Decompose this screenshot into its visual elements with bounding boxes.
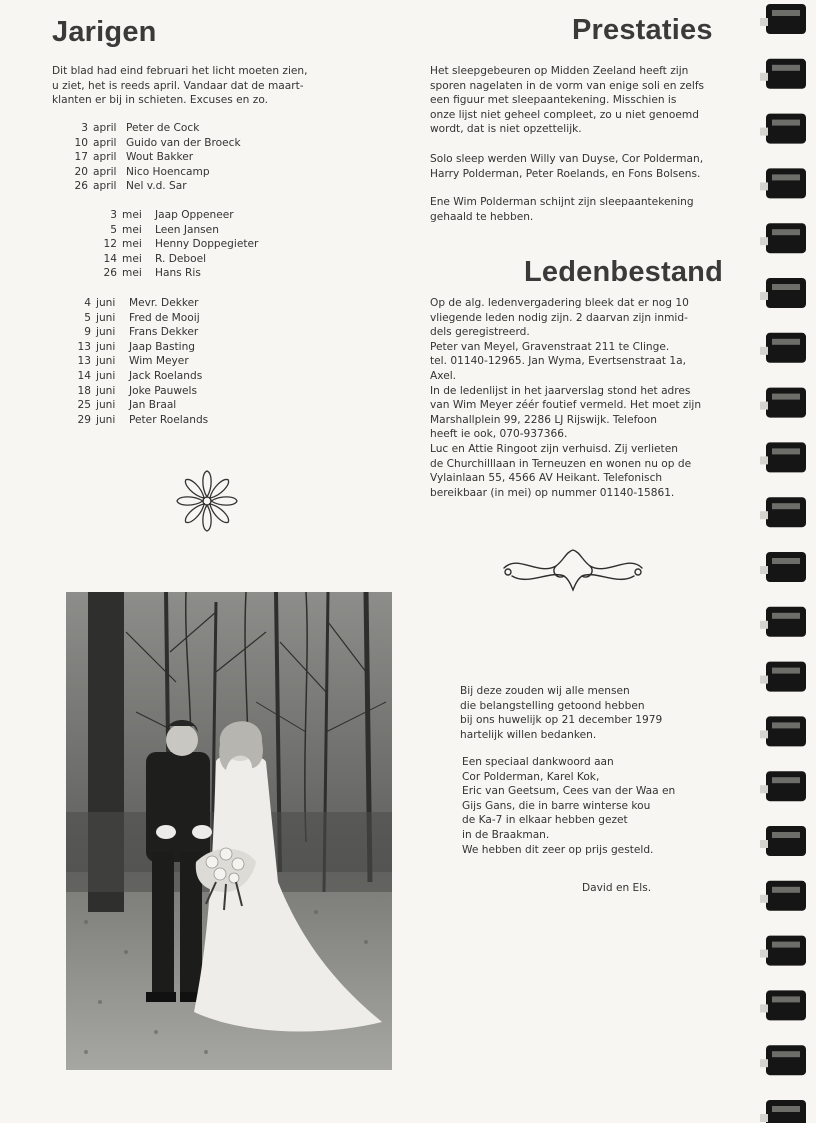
birthday-name: Frans Dekker: [129, 326, 199, 339]
prestaties-paragraph-3: Ene Wim Polderman schijnt zijn sleepaantekening gehaald te hebben.: [430, 196, 694, 223]
birthday-month: juni: [96, 311, 116, 324]
dankwoord-paragraph-1: Bij deze zouden wij alle mensen die belangstelling getoond hebben bij ons huwelijk op 21 december 1979 hartelijk willen bedanken.: [460, 685, 663, 741]
birthday-day: 9: [84, 326, 91, 339]
birthday-name: Mevr. Dekker: [129, 297, 199, 309]
dankwoord-signature: David en Els.: [582, 882, 652, 894]
birthday-day: 5: [84, 311, 91, 324]
birthday-name: Wim Meyer: [129, 355, 189, 368]
flower-ornament-icon: [172, 468, 242, 534]
binding-ring: [760, 223, 806, 253]
binding-ring: [760, 1045, 806, 1075]
binding-ring: [760, 278, 806, 308]
birthday-row: [52, 369, 208, 384]
binding-ring: [760, 388, 806, 418]
birthday-month: april: [93, 180, 117, 193]
scroll-flourish-icon: [498, 546, 648, 594]
birthday-row: [52, 150, 241, 165]
birthday-name: Jaap Basting: [129, 340, 196, 353]
birthday-month: juni: [96, 355, 116, 368]
wedding-photo: [66, 592, 392, 1070]
birthday-day: 4: [84, 297, 91, 309]
birthday-day: 20: [74, 165, 88, 178]
birthday-month: juni: [96, 413, 116, 426]
binding-ring: [760, 552, 806, 582]
birthday-name: Jan Braal: [129, 399, 177, 412]
birthday-month: juni: [96, 384, 116, 397]
birthday-month: april: [93, 165, 117, 178]
birthday-name: Joke Pauwels: [129, 384, 198, 397]
birthday-day: 14: [103, 252, 117, 265]
birthday-row: [52, 296, 208, 311]
birthday-day: 10: [74, 136, 88, 149]
birthday-month: april: [93, 122, 117, 134]
birthday-month: april: [93, 151, 117, 164]
birthday-month: april: [93, 136, 117, 149]
binding-ring: [760, 442, 806, 472]
birthday-month: juni: [96, 369, 116, 382]
binding-ring: [760, 114, 806, 144]
birthday-day: 5: [110, 223, 117, 236]
birthday-day: 29: [77, 413, 91, 426]
birthday-row: [52, 340, 208, 355]
birthday-list-mei: [62, 208, 258, 281]
birthday-row: [52, 136, 241, 151]
birthday-list-april: [52, 121, 241, 194]
birthday-row: [62, 266, 258, 281]
birthday-list-juni: [52, 296, 208, 427]
prestaties-title: Prestaties: [572, 14, 713, 46]
birthday-row: [52, 384, 208, 399]
birthday-month: mei: [122, 209, 142, 221]
birthday-day: 17: [74, 151, 88, 164]
birthday-name: Jaap Oppeneer: [155, 209, 234, 221]
binding-ring: [760, 607, 806, 637]
birthday-name: Henny Doppegieter: [155, 238, 259, 251]
binding-ring: [760, 936, 806, 966]
birthday-row: [52, 413, 208, 428]
prestaties-paragraph-1: Het sleepgebeuren op Midden Zeeland heeft zijn sporen nagelaten in de vorm van enige soli en zelfs een figuur met sleepaantekening. Misschien is onze lijst niet geheel compleet, zo u niet genoemd wordt, dat is niet opzettelijk.: [430, 65, 705, 136]
binding-ring: [760, 716, 806, 746]
birthday-day: 26: [74, 180, 88, 193]
binding-ring: [760, 168, 806, 198]
birthday-row: [52, 325, 208, 340]
birthday-day: 3: [81, 122, 88, 134]
binding-ring: [760, 497, 806, 527]
birthday-row: [62, 237, 258, 252]
birthday-day: 3: [110, 209, 117, 221]
birthday-day: 13: [77, 340, 91, 353]
birthday-row: [62, 252, 258, 267]
ledenbestand-text: Op de alg. ledenvergadering bleek dat er nog 10 vliegende leden nodig zijn. 2 daarvan zijn inmid- dels geregistreerd. Peter van Meyel, Gravenstraat 211 te Clinge. tel. 01140-12965. Jan Wyma, Evertsenstraat 1a, Axel. In de ledenlijst in het jaarverslag stond het adres van Wim Meyer zéér foutief vermeld. Het moet zijn Marshallplein 99, 2286 LJ Rijswijk. Telefoon heeft ie ook, 070-937366. Luc en Attie Ringoot zijn verhuisd. Zij verlieten de Churchilllaan in Terneuzen en wonen nu op de Vylainlaan 55, 4566 AV Heikant. Telefonisch bereikbaar (in mei) op nummer 01140-15861.: [430, 297, 702, 499]
prestaties-paragraph-2: Solo sleep werden Willy van Duyse, Cor Polderman, Harry Polderman, Peter Roelands, en Fons Bolsens.: [430, 153, 704, 180]
birthday-name: Nel v.d. Sar: [126, 180, 187, 193]
binding-ring: [760, 771, 806, 801]
jarigen-title: Jarigen: [52, 16, 157, 48]
birthday-name: Hans Ris: [155, 267, 201, 280]
binding-ring: [760, 881, 806, 911]
birthday-name: Fred de Mooij: [129, 311, 200, 324]
binding-ring: [760, 990, 806, 1020]
birthday-day: 14: [77, 369, 91, 382]
birthday-day: 12: [103, 238, 117, 251]
spiral-binding: [760, 0, 816, 1123]
birthday-name: R. Deboel: [155, 252, 207, 265]
birthday-row: [52, 121, 241, 136]
birthday-row: [52, 311, 208, 326]
birthday-row: [52, 165, 241, 180]
birthday-month: mei: [122, 238, 142, 251]
birthday-name: Nico Hoencamp: [126, 165, 210, 178]
birthday-name: Guido van der Broeck: [126, 136, 241, 149]
binding-ring: [760, 826, 806, 856]
birthday-name: Leen Jansen: [155, 223, 219, 236]
birthday-day: 25: [77, 399, 91, 412]
binding-ring: [760, 59, 806, 89]
birthday-name: Peter de Cock: [126, 122, 200, 134]
birthday-month: mei: [122, 267, 142, 280]
ledenbestand-title: Ledenbestand: [524, 256, 723, 288]
birthday-name: Peter Roelands: [129, 413, 209, 426]
birthday-month: juni: [96, 326, 116, 339]
binding-ring: [760, 333, 806, 363]
birthday-month: mei: [122, 252, 142, 265]
binding-ring: [760, 662, 806, 692]
birthday-name: Wout Bakker: [126, 151, 194, 164]
birthday-month: juni: [96, 399, 116, 412]
birthday-month: juni: [96, 340, 116, 353]
jarigen-intro: Dit blad had eind februari het licht moeten zien, u ziet, het is reeds april. Vandaar dat de maart- klanten er bij in schieten. Excuses en zo.: [52, 65, 308, 107]
birthday-name: Jack Roelands: [129, 369, 203, 382]
birthday-row: [52, 179, 241, 194]
birthday-row: [62, 208, 258, 223]
binding-ring: [760, 4, 806, 34]
birthday-row: [52, 354, 208, 369]
dankwoord-paragraph-2: Een speciaal dankwoord aan Cor Polderman, Karel Kok, Eric van Geetsum, Cees van der Waa en Gijs Gans, die in barre winterse kou de Ka-7 in elkaar hebben gezet in de Braakman. We hebben dit zeer op prijs gesteld.: [462, 756, 676, 856]
birthday-month: juni: [96, 297, 116, 309]
birthday-row: [62, 223, 258, 238]
birthday-row: [52, 398, 208, 413]
birthday-day: 18: [77, 384, 91, 397]
binding-ring: [760, 1100, 806, 1123]
birthday-month: mei: [122, 223, 142, 236]
birthday-day: 26: [103, 267, 117, 280]
birthday-day: 13: [77, 355, 91, 368]
